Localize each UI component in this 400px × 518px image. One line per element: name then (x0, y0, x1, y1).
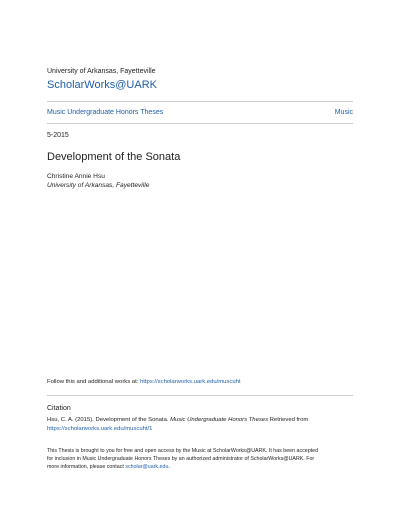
author-affiliation: University of Arkansas, Fayetteville (47, 182, 150, 189)
follow-link[interactable]: https://scholarworks.uark.edu/muscuht (140, 379, 241, 385)
document-title: Development of the Sonata (47, 151, 181, 163)
statement-line-1: This Thesis is brought to you for free and open access by the Music at ScholarWorks@UARK. It has been accepted (47, 448, 319, 454)
author-block (47, 172, 353, 190)
citation-journal: Music Undergraduate Honors Theses (170, 417, 269, 423)
author-name: Christine Annie Hsu (47, 173, 105, 180)
document-date: 5-2015 (47, 132, 69, 139)
access-statement (47, 448, 353, 471)
citation-prefix: Hsu, C. A. (2015). Development of the Sonata. (47, 417, 171, 423)
citation-link[interactable]: https://scholarworks.uark.edu/muscuht/1 (47, 425, 153, 432)
institution-name: University of Arkansas, Fayetteville (47, 68, 156, 75)
department-link[interactable]: Music (334, 109, 353, 116)
divider-citation (47, 395, 353, 396)
statement-line-2: for inclusion in Music Undergraduate Honors Theses by an authorized administrator of ScholarWorks@UARK. For (47, 455, 315, 462)
divider-top (47, 101, 353, 102)
citation-suffix: Retrieved from (268, 417, 309, 423)
divider-nav (47, 123, 353, 124)
follow-text: Follow this and additional works at: (47, 379, 140, 385)
citation-text (47, 416, 353, 433)
contact-email-link[interactable]: scholar@uark.edu (125, 463, 169, 470)
follow-line (47, 379, 353, 385)
nav-row (47, 109, 353, 116)
statement-line-3 (47, 464, 353, 472)
citation-heading: Citation (47, 405, 71, 412)
site-link[interactable]: ScholarWorks@UARK (47, 79, 157, 91)
collection-link[interactable]: Music Undergraduate Honors Theses (47, 109, 164, 116)
statement-line-3-prefix: more information, please contact (47, 463, 126, 470)
statement-line-3-suffix: . (168, 463, 170, 470)
